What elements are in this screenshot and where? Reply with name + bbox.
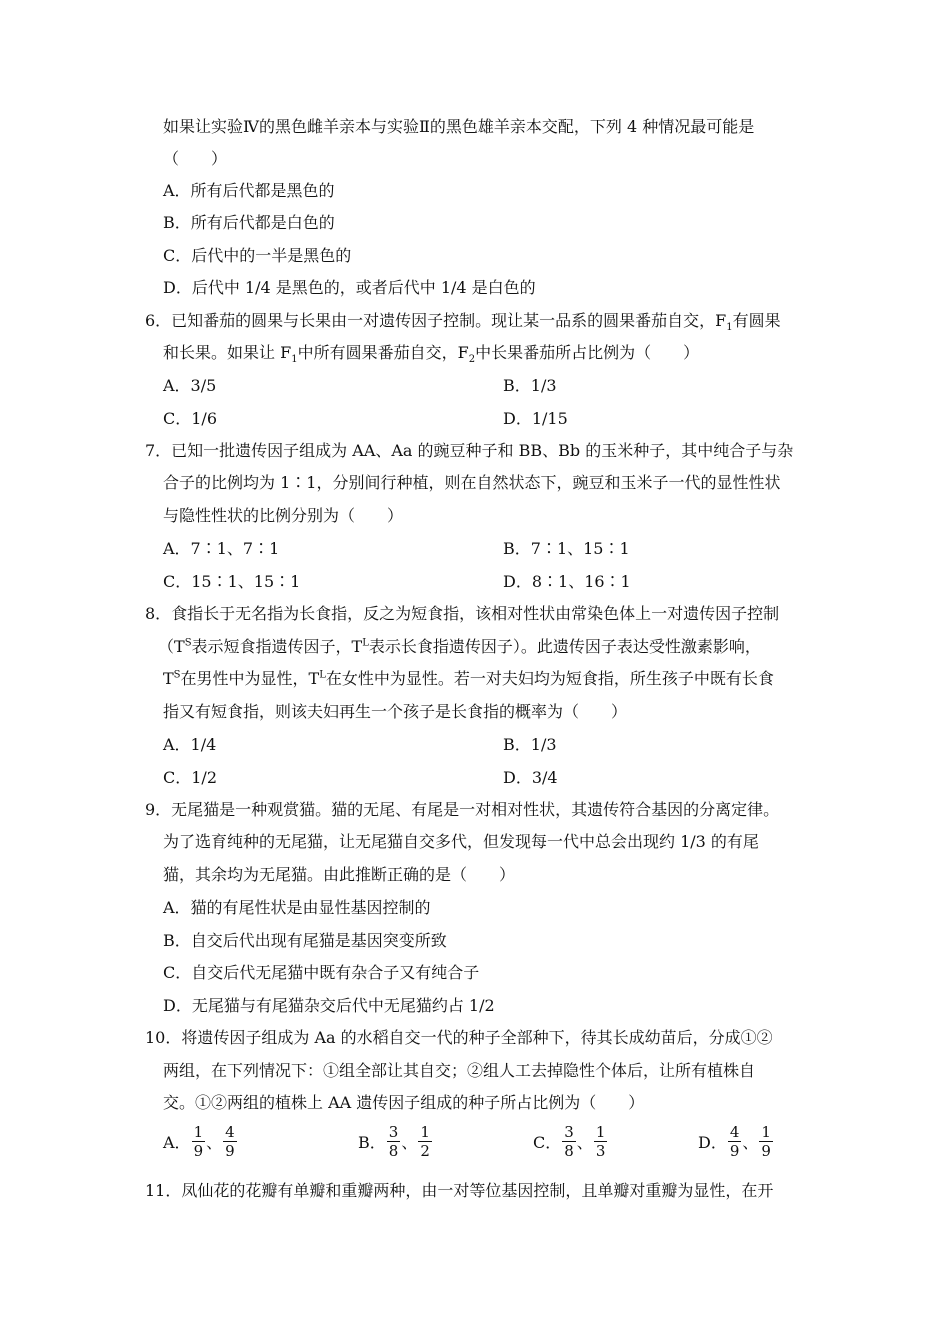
q8-option-d: D．3/4	[503, 768, 558, 787]
fraction: $\frac{4}{9}$	[729, 1123, 740, 1160]
q10-stem-line-3: 交。①②两组的植株上 AA 遗传因子组成的种子所占比例为（ ）	[163, 1093, 645, 1112]
q8-stem-line-2: （$T^S$表示短食指遗传因子，$T^L$表示长食指遗传因子）。此遗传因子表达受性激素影响，	[158, 637, 761, 656]
q9-option-b: B．自交后代出现有尾猫是基因突变所致	[163, 931, 447, 950]
q8-stem-line-3: $T^S$在男性中为显性，$T^L$在女性中为显性。若一对夫妇均为短食指，所生孩子中既有长食	[163, 669, 774, 688]
q9-stem-line-3: 猫，其余均为无尾猫。由此推断正确的是（ ）	[163, 865, 516, 884]
q7-stem-line-1: 7．已知一批遗传因子组成为 AA、Aa 的豌豆种子和 BB、Bb 的玉米种子，其中纯合子与杂	[145, 441, 794, 460]
fraction: $\frac{1}{9}$	[761, 1123, 771, 1160]
q7-option-c: C．15∶1、15∶1	[163, 572, 301, 591]
q7-stem-line-2: 合子的比例均为 1∶1，分别间行种植，则在自然状态下，豌豆和玉米子一代的显性性状	[163, 473, 781, 492]
q6-option-a: A．3/5	[163, 376, 217, 395]
q9-option-a: A．猫的有尾性状是由显性基因控制的	[163, 898, 431, 917]
q10-stem-line-1: 10．将遗传因子组成为 Aa 的水稻自交一代的种子全部种下，待其长成幼苗后，分成①②	[145, 1028, 773, 1047]
q5-option-b: B．所有后代都是白色的	[163, 213, 335, 232]
q9-option-c: C．自交后代无尾猫中既有杂合子又有纯合子	[163, 963, 480, 982]
fraction: $\frac{3}{8}$	[564, 1123, 574, 1160]
q8-option-b: B．1/3	[503, 735, 557, 754]
q6-stem-line-2: 和长果。如果让 $F_1$中所有圆果番茄自交，$F_2$中长果番茄所占比例为（ ）	[163, 343, 700, 366]
fraction: $\frac{4}{9}$	[225, 1123, 235, 1160]
q10-stem-line-2: 两组，在下列情况下：①组全部让其自交；②组人工去掉隐性个体后，让所有植株自	[163, 1061, 756, 1080]
q6-option-b: B．1/3	[503, 376, 557, 395]
q5-option-c: C．后代中的一半是黑色的	[163, 246, 352, 265]
q5-stem-line-1: 如果让实验Ⅳ的黑色雌羊亲本与实验Ⅱ的黑色雄羊亲本交配，下列 4 种情况最可能是	[163, 117, 755, 136]
q5-option-a: A．所有后代都是黑色的	[163, 181, 335, 200]
fraction: $\frac{1}{3}$	[595, 1123, 606, 1160]
q10-option-d: D． $\frac{4}{9}$ 、 $\frac{1}{9}$	[698, 1123, 771, 1160]
q8-option-c: C．1/2	[163, 768, 217, 787]
q6-option-c: C．1/6	[163, 409, 217, 428]
q9-stem-line-2: 为了选育纯种的无尾猫，让无尾猫自交多代，但发现每一代中总会出现约 1/3 的有尾	[163, 832, 759, 851]
q7-option-d: D．8∶1、16∶1	[503, 572, 631, 591]
q7-option-b: B．7∶1、15∶1	[503, 539, 630, 558]
q11-stem-line-1: 11．凤仙花的花瓣有单瓣和重瓣两种，由一对等位基因控制，且单瓣对重瓣为显性，在开	[145, 1181, 774, 1200]
q10-option-a: A． $\frac{1}{9}$ 、 $\frac{4}{9}$	[163, 1123, 235, 1160]
q7-option-a: A．7∶1、7∶1	[163, 539, 280, 558]
q9-option-d: D．无尾猫与有尾猫杂交后代中无尾猫约占 1/2	[163, 996, 495, 1015]
q10-option-b: B． $\frac{3}{8}$ 、 $\frac{1}{2}$	[358, 1123, 430, 1160]
q5-option-d: D．后代中 1/4 是黑色的，或者后代中 1/4 是白色的	[163, 278, 536, 297]
fraction: $\frac{1}{2}$	[420, 1123, 430, 1160]
q8-stem-line-4: 指又有短食指，则该夫妇再生一个孩子是长食指的概率为（ ）	[163, 702, 628, 721]
q8-stem-line-1: 8．食指长于无名指为长食指，反之为短食指，该相对性状由常染色体上一对遗传因子控制	[145, 604, 780, 623]
q6-option-d: D．1/15	[503, 409, 568, 428]
q8-option-a: A．1/4	[163, 735, 217, 754]
fraction: $\frac{1}{9}$	[193, 1123, 204, 1160]
q10-option-c: C． $\frac{3}{8}$ 、 $\frac{1}{3}$	[533, 1123, 606, 1160]
fraction: $\frac{3}{8}$	[388, 1123, 399, 1160]
q9-stem-line-1: 9．无尾猫是一种观赏猫。猫的无尾、有尾是一对相对性状，其遗传符合基因的分离定律。	[145, 800, 780, 819]
q7-stem-line-3: 与隐性性状的比例分别为（ ）	[163, 506, 404, 525]
q5-answer-bracket: （ ）	[163, 149, 228, 168]
q6-stem-line-1: 6．已知番茄的圆果与长果由一对遗传因子控制。现让某一品系的圆果番茄自交，$F_1$有圆果	[145, 311, 781, 334]
